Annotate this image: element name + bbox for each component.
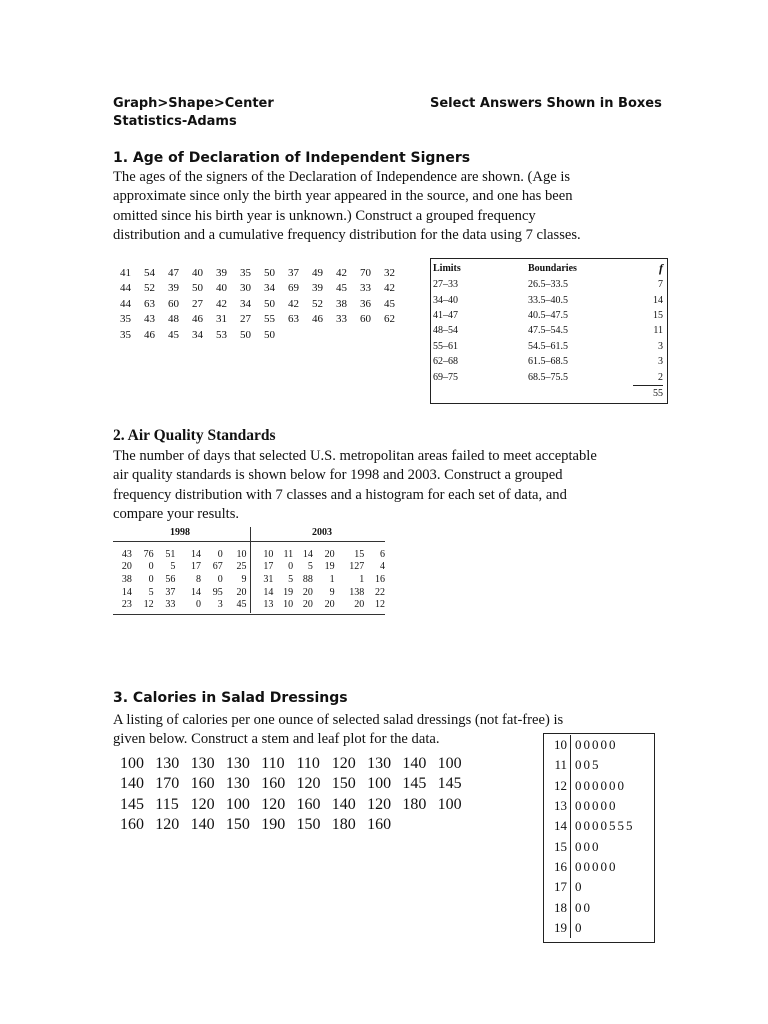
q1-data-cell: [323, 327, 347, 343]
q3-data-cell: 100: [225, 795, 250, 813]
answer-header-row: [433, 259, 663, 277]
q1-data-cell: 60: [360, 313, 371, 326]
q2-data-row: [115, 598, 246, 611]
q3-data-cell: 120: [296, 775, 321, 793]
q3-data-cell: 160: [261, 775, 286, 793]
answer-row: [433, 339, 663, 354]
q3-data-row: [120, 815, 473, 835]
leaf-values: 000: [575, 838, 601, 854]
q1-answer-box: [430, 258, 668, 404]
q1-data-cell: 27: [240, 313, 251, 326]
q2-line: compare your results.: [113, 506, 240, 523]
q2-data-row: [258, 573, 385, 586]
q2-data-cell: 38: [121, 573, 132, 585]
class-limits: 62–68: [433, 356, 458, 368]
q3-data-cell: 145: [437, 775, 462, 793]
q1-data-cell: 45: [336, 282, 347, 295]
stem-value: 14: [544, 816, 571, 836]
q1-paragraph: [113, 168, 581, 246]
q2-data-cell: 88: [302, 573, 313, 585]
stem-leaf-plot: [543, 733, 655, 943]
q1-data-cell: 35: [240, 266, 251, 279]
q1-data-cell: 63: [144, 297, 155, 310]
leaf-values: 0: [575, 879, 584, 895]
q1-data-cell: 39: [312, 282, 323, 295]
q3-data-cell: 145: [402, 775, 427, 793]
q3-data-cell: 180: [331, 816, 356, 834]
stem-row: [544, 776, 635, 796]
q2-data-cell: 25: [236, 561, 247, 573]
q3-data-cell: 130: [225, 755, 250, 772]
q3-data-cell: 120: [155, 816, 180, 834]
total-row: [433, 385, 663, 401]
q2-data-cell: 12: [143, 599, 154, 611]
breadcrumb: Graph>Shape>Center: [113, 96, 274, 111]
q3-title: 3. Calories in Salad Dressings: [113, 690, 348, 706]
q2-data-cell: 19: [324, 561, 335, 573]
stem-value: 16: [544, 857, 571, 877]
q2-data-cell: 12: [375, 599, 385, 611]
q2-data-cell: 14: [190, 586, 201, 598]
q2-data-cell: 0: [148, 561, 154, 573]
q2-data-cell: 138: [349, 586, 365, 598]
q2-data-cell: 23: [121, 599, 132, 611]
q3-data-cell: 130: [367, 755, 392, 772]
q2-data-cell: 15: [354, 548, 365, 560]
stem-row: [544, 877, 635, 897]
q2-paragraph: [113, 447, 597, 525]
q2-data-row: [258, 598, 385, 611]
q2-data-cell: 20: [121, 561, 132, 573]
q2-data-row: [258, 586, 385, 599]
q2-data-cell: 13: [263, 599, 274, 611]
q1-data-row: [113, 327, 395, 343]
q2-data-cell: 20: [302, 586, 313, 598]
class-frequency: 2: [658, 371, 663, 383]
q3-data-cell: 130: [225, 775, 250, 793]
stem-row: [544, 897, 635, 917]
q1-data-cell: 46: [192, 313, 203, 326]
q1-data-cell: 52: [144, 282, 155, 295]
q1-data-cell: 52: [312, 297, 323, 310]
q2-data-row: [115, 548, 246, 561]
q1-data-cell: 54: [144, 266, 155, 279]
stem-value: 17: [544, 877, 571, 897]
q2-data-cell: 6: [380, 548, 385, 560]
q1-data-cell: 38: [336, 297, 347, 310]
q1-data-cell: 50: [240, 328, 251, 341]
q1-line: omitted since his birth year is unknown.) Construct a grouped frequency: [113, 207, 536, 224]
q2-data-cell: 0: [195, 599, 201, 611]
q2-data-cell: 20: [324, 548, 335, 560]
q3-data-cell: 150: [225, 816, 250, 834]
q2-data-row: [115, 561, 246, 574]
q1-data-cell: 35: [120, 328, 131, 341]
q3-data-cell: 180: [402, 795, 427, 813]
q1-line: distribution and a cumulative frequency distribution for the data using 7 classes.: [113, 227, 581, 244]
q2-data-row: [115, 573, 246, 586]
q1-data-cell: 60: [168, 297, 179, 310]
class-limits: 41–47: [433, 309, 458, 321]
class-frequency: 11: [653, 325, 663, 337]
q1-data-cell: 42: [384, 282, 395, 295]
class-boundaries: 47.5–54.5: [528, 325, 568, 337]
q1-data-cell: 32: [384, 266, 395, 279]
q3-data-cell: 130: [190, 755, 215, 772]
q1-data-cell: 49: [312, 266, 323, 279]
q2-data-cell: 10: [283, 599, 294, 611]
q2-data-cell: 0: [217, 573, 223, 585]
q3-data-cell: 100: [437, 795, 462, 813]
stem-row: [544, 796, 635, 816]
q3-data-cell: 140: [120, 775, 144, 793]
q1-data-cell: 42: [336, 266, 347, 279]
q1-data-cell: [299, 327, 323, 343]
class-limits: 48–54: [433, 325, 458, 337]
q2-data-cell: 20: [236, 586, 247, 598]
q2-data-cell: 20: [354, 599, 365, 611]
q1-data-cell: 42: [288, 297, 299, 310]
q1-data-cell: [347, 327, 371, 343]
class-boundaries: 54.5–61.5: [528, 340, 568, 352]
q1-data-cell: 47: [168, 266, 179, 279]
q1-data-cell: 35: [120, 313, 131, 326]
q3-data-cell: 130: [155, 755, 180, 772]
q3-data-cell: 140: [331, 795, 356, 813]
leaf-values: 00000: [575, 737, 618, 753]
stem-value: 10: [544, 735, 571, 755]
q3-data-cell: 110: [261, 755, 285, 772]
class-boundaries: 40.5–47.5: [528, 309, 568, 321]
frequency-header: f: [659, 260, 663, 275]
q2-data-cell: 14: [121, 586, 132, 598]
class-frequency: 14: [653, 294, 663, 306]
q1-data-cell: 34: [264, 282, 275, 295]
class-boundaries: 68.5–75.5: [528, 371, 568, 383]
q2-data-cell: 0: [217, 548, 223, 560]
q1-data-row: [113, 281, 395, 297]
stem-value: 19: [544, 918, 571, 938]
q2-data-cell: 1: [329, 573, 335, 585]
q2-data-cell: 76: [143, 548, 154, 560]
q2-data-cell: 14: [302, 548, 313, 560]
q3-data-cell: 120: [190, 795, 215, 813]
q3-paragraph: [113, 711, 563, 750]
q2-data-cell: 10: [236, 548, 247, 560]
q1-data-cell: [275, 327, 299, 343]
q1-data-row: [113, 265, 395, 281]
q3-data-cell: 110: [296, 755, 320, 772]
leaf-values: 000000: [575, 777, 626, 793]
q2-data-cell: 95: [212, 586, 223, 598]
q3-data-cell: 120: [261, 795, 286, 813]
q1-title: 1. Age of Declaration of Independent Signers: [113, 150, 471, 166]
q2-data-cell: 20: [324, 599, 335, 611]
q2-data-cell: 43: [121, 548, 132, 560]
q3-line: given below. Construct a stem and leaf plot for the data.: [113, 731, 440, 748]
q2-data-cell: 20: [302, 599, 313, 611]
q2-line: The number of days that selected U.S. metropolitan areas failed to meet acceptable: [113, 448, 597, 464]
class-frequency: 3: [658, 340, 663, 352]
q1-line: approximate since only the birth year appeared in the source, and one has been: [113, 188, 573, 205]
class-limits: 55–61: [433, 340, 458, 352]
q1-data-cell: 63: [288, 313, 299, 326]
q2-data-cell: 0: [148, 573, 154, 585]
q2-data-cell: 4: [380, 561, 385, 573]
course-name: Statistics-Adams: [113, 114, 237, 129]
q2-data-cell: 127: [349, 561, 365, 573]
leaf-values: 0000555: [575, 818, 635, 834]
q3-data-cell: 100: [120, 755, 144, 772]
q2-data-row: [258, 561, 385, 574]
class-frequency: 3: [658, 356, 663, 368]
q1-data-cell: 41: [120, 266, 131, 279]
q3-data-cell: 120: [367, 795, 392, 813]
q3-data-cell: [402, 815, 437, 835]
q1-data-cell: 33: [336, 313, 347, 326]
answer-row: [433, 277, 663, 292]
q3-data-cell: 170: [155, 775, 180, 793]
limits-header: Limits: [433, 262, 461, 274]
q3-data-cell: 150: [296, 816, 321, 834]
stem-row: [544, 918, 635, 938]
q3-data-cell: 140: [190, 816, 215, 834]
q3-data-row: [120, 795, 473, 815]
q1-data-cell: 44: [120, 282, 131, 295]
total-frequency: 55: [633, 385, 663, 401]
q3-data-cell: [438, 815, 473, 835]
q3-data-cell: 145: [120, 795, 144, 813]
q3-data-cell: 160: [190, 775, 215, 793]
q2-data-cell: 1: [359, 573, 365, 585]
q2-data-cell: 14: [190, 548, 201, 560]
q2-data-cell: 37: [165, 586, 176, 598]
q1-data-cell: 43: [144, 313, 155, 326]
q2-data-cell: 3: [217, 599, 223, 611]
q2-data-cell: 19: [283, 586, 294, 598]
q1-data-cell: 34: [192, 328, 203, 341]
q1-data-cell: 70: [360, 266, 371, 279]
q2-line: air quality standards is shown below for 1998 and 2003. Construct a grouped: [113, 467, 563, 484]
q1-data-cell: 53: [216, 328, 227, 341]
q1-line: The ages of the signers of the Declaration of Independence are shown. (Age is: [113, 169, 571, 185]
q3-data-cell: 115: [155, 795, 179, 813]
class-boundaries: 61.5–68.5: [528, 356, 568, 368]
q2-data-cell: 67: [212, 561, 223, 573]
q2-data-cell: 31: [263, 573, 274, 585]
leaf-values: 00000: [575, 858, 618, 874]
leaf-values: 0: [575, 919, 584, 935]
q2-data-row: [258, 548, 385, 561]
q3-data-cell: 100: [437, 755, 462, 772]
q1-data-cell: 48: [168, 313, 179, 326]
q2-data-cell: 5: [307, 561, 313, 573]
q3-data-table: [120, 754, 473, 836]
q2-data-cell: 17: [190, 561, 201, 573]
stem-value: 18: [544, 897, 571, 917]
q3-data-row: [120, 754, 473, 774]
q2-data-cell: 8: [195, 573, 201, 585]
q3-data-cell: 120: [331, 755, 356, 772]
answer-row: [433, 292, 663, 307]
answer-row: [433, 308, 663, 323]
q2-data-cell: 45: [236, 599, 247, 611]
class-limits: 69–75: [433, 371, 458, 383]
q2-data-row: [115, 586, 246, 599]
q1-data-cell: 33: [360, 282, 371, 295]
q1-data-cell: 37: [288, 266, 299, 279]
class-limits: 34–40: [433, 294, 458, 306]
q2-title: 2. Air Quality Standards: [113, 427, 276, 444]
q1-data-cell: 40: [216, 282, 227, 295]
q2-data-cell: 0: [288, 561, 294, 573]
q2-data-cell: 9: [329, 586, 335, 598]
stem-value: 13: [544, 796, 571, 816]
q1-data-cell: 34: [240, 297, 251, 310]
q3-data-cell: 100: [367, 775, 392, 793]
stem-value: 11: [544, 755, 571, 775]
q1-data-cell: 40: [192, 266, 203, 279]
table-bottom-rule: [113, 614, 385, 615]
q1-data-cell: 46: [312, 313, 323, 326]
q1-data-cell: [371, 327, 395, 343]
q2-data-cell: 33: [165, 599, 176, 611]
q1-data-row: [113, 312, 395, 328]
q1-data-cell: 27: [192, 297, 203, 310]
q2-data-cell: 56: [165, 573, 176, 585]
class-limits: 27–33: [433, 279, 458, 291]
answer-row: [433, 354, 663, 369]
q1-data-table: [113, 265, 395, 343]
q2-line: frequency distribution with 7 classes and a histogram for each set of data, and: [113, 486, 567, 503]
q2-data-cell: 51: [165, 548, 176, 560]
q1-data-row: [113, 296, 395, 312]
class-boundaries: 26.5–33.5: [528, 279, 568, 291]
stem-row: [544, 816, 635, 836]
leaf-values: 00: [575, 899, 592, 915]
answer-row: [433, 323, 663, 338]
q1-data-cell: 55: [264, 313, 275, 326]
q2-data-cell: 17: [263, 561, 274, 573]
q1-data-cell: 39: [168, 282, 179, 295]
stem-row: [544, 836, 635, 856]
q2-data-cell: 5: [148, 586, 154, 598]
leaf-values: 005: [575, 757, 601, 773]
q2-data-table: [113, 527, 385, 615]
q1-data-cell: 44: [120, 297, 131, 310]
class-frequency: 15: [653, 309, 663, 321]
class-frequency: 7: [658, 279, 663, 291]
stem-row: [544, 755, 635, 775]
q2-data-cell: 5: [170, 561, 176, 573]
q1-data-cell: 36: [360, 297, 371, 310]
leaf-values: 00000: [575, 798, 618, 814]
q1-data-cell: 31: [216, 313, 227, 326]
q2-data-cell: 10: [263, 548, 274, 560]
stem-row: [544, 857, 635, 877]
q1-data-cell: 42: [216, 297, 227, 310]
q3-data-cell: 160: [296, 795, 321, 813]
year-divider: [250, 527, 251, 613]
q1-data-cell: 30: [240, 282, 251, 295]
q1-data-cell: 45: [168, 328, 179, 341]
q1-data-cell: 69: [288, 282, 299, 295]
q3-data-cell: 140: [402, 755, 427, 772]
q1-data-cell: 50: [264, 266, 275, 279]
q3-data-cell: 160: [367, 816, 392, 834]
q1-data-cell: 62: [384, 313, 395, 326]
q2-data-cell: 16: [375, 573, 385, 585]
q3-data-row: [120, 774, 473, 794]
q1-data-cell: 50: [192, 282, 203, 295]
year-1998-header: 1998: [170, 527, 190, 538]
q3-data-cell: 160: [120, 816, 144, 834]
q1-data-cell: 50: [264, 328, 275, 341]
q2-data-cell: 5: [288, 573, 294, 585]
q2-data-cell: 9: [241, 573, 247, 585]
q2-data-cell: 22: [375, 586, 385, 598]
q1-data-cell: 50: [264, 297, 275, 310]
q3-data-cell: 190: [261, 816, 286, 834]
year-2003-header: 2003: [312, 527, 332, 538]
stem-value: 15: [544, 836, 571, 856]
q2-data-cell: 14: [263, 586, 274, 598]
boundaries-header: Boundaries: [528, 262, 577, 274]
q1-data-cell: 46: [144, 328, 155, 341]
stem-row: [544, 735, 635, 755]
q3-line: A listing of calories per one ounce of selected salad dressings (not fat-free) is: [113, 712, 564, 728]
class-boundaries: 33.5–40.5: [528, 294, 568, 306]
instruction-text: Select Answers Shown in Boxes: [430, 96, 662, 111]
q1-data-cell: 45: [384, 297, 395, 310]
stem-value: 12: [544, 776, 571, 796]
q2-data-cell: 11: [283, 548, 294, 560]
q3-data-cell: 150: [331, 775, 356, 793]
q1-data-cell: 39: [216, 266, 227, 279]
answer-row: [433, 369, 663, 385]
